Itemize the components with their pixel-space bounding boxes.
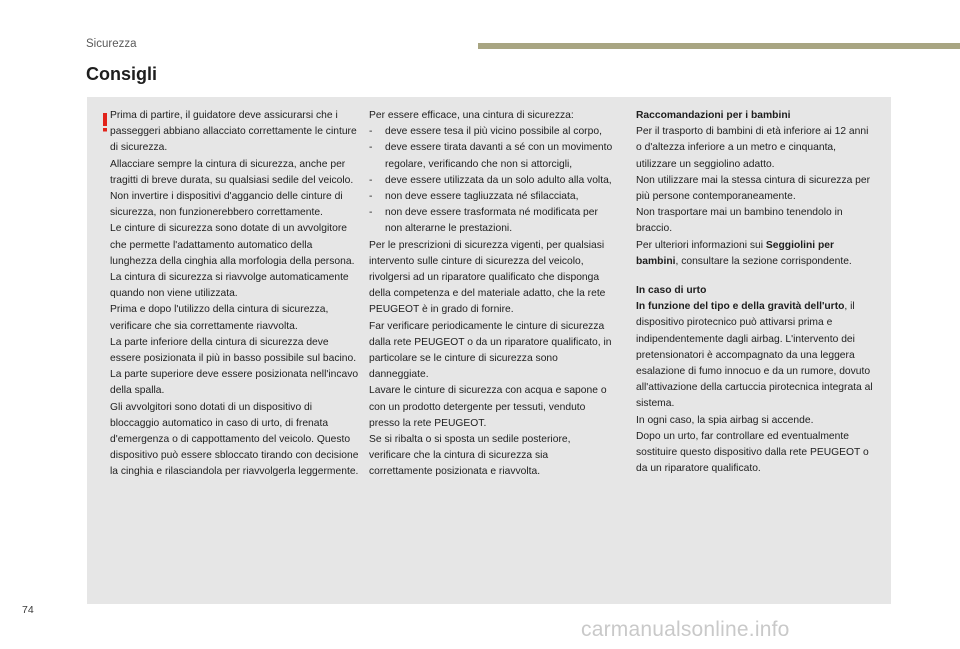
paragraph: Prima di partire, il guidatore deve assicurarsi che i passeggeri abbiano allacciato correttamente le cinture di sicurezza.: [110, 110, 357, 154]
list-item: - deve essere utilizzata da un solo adulto alla volta,: [369, 174, 612, 186]
column-3: [636, 108, 876, 477]
paragraph: Prima e dopo l'utilizzo della cintura di sicurezza, verificare che sia correttamente riavvolta.: [110, 304, 329, 332]
crash-heading: In caso di urto: [636, 285, 707, 297]
header-bar: [478, 43, 960, 49]
paragraph: Per le prescrizioni di sicurezza vigenti, per qualsiasi intervento sulle cinture di sicurezza del veicolo, rivolgersi ad un riparatore qualificato che disponga della competenza e del materiale adatto, che la rete PEUGEOT è in grado di fornire.: [369, 239, 606, 316]
exclamation-icon: [100, 112, 110, 132]
paragraph: Non utilizzare mai la stessa cintura di sicurezza per più persone contemporaneamente.: [636, 174, 871, 203]
content-panel: [87, 97, 891, 604]
paragraph: In ogni caso, la spia airbag si accende.: [636, 414, 814, 426]
paragraph: La parte superiore deve essere posizionata nell'incavo della spalla.: [110, 369, 359, 397]
paragraph: Allacciare sempre la cintura di sicurezza, anche per tragitti di breve durata, su qualsiasi sedile del veicolo.: [110, 158, 354, 186]
paragraph: Se si ribalta o si sposta un sedile posteriore, verificare che la cintura di sicurezza sia correttamente posizionata e riavvolta.: [369, 434, 571, 478]
page-title: Consigli: [86, 64, 157, 84]
paragraph: Per il trasporto di bambini di età inferiore ai 12 anni o d'altezza inferiore a un metro e cinquanta, utilizzare un seggiolino adatto.: [636, 126, 869, 170]
page-number: 74: [22, 604, 34, 616]
cross-reference: Seggiolini per bambini: [636, 239, 834, 267]
paragraph: Non invertire i dispositivi d'aggancio delle cinture di sicurezza, non funzionerebbero correttamente.: [110, 191, 343, 219]
paragraph: Non trasportare mai un bambino tenendolo in braccio.: [636, 207, 843, 235]
section-label: Sicurezza: [86, 38, 137, 50]
paragraph: Le cinture di sicurezza sono dotate di un avvolgitore che permette l'adattamento automatico della lunghezza della cinghia alla morfologia della persona. La cintura di sicurezza si riavvolge automaticamente quando non viene utilizzata.: [110, 223, 355, 300]
list-item: - deve essere tesa il più vicino possibile al corpo,: [369, 126, 602, 138]
column-2: [369, 108, 614, 481]
paragraph: Dopo un urto, far controllare ed eventualmente sostituire questo dispositivo dalla rete PEUGEOT o da un riparatore qualificato.: [636, 430, 869, 475]
watermark: carmanualsonline.info: [581, 618, 790, 641]
list-item: - deve essere tirata davanti a sé con un movimento regolare, verificando che non si attorcigli,: [369, 142, 613, 170]
paragraph: Lavare le cinture di sicurezza con acqua e sapone o con un prodotto detergente per tessuti, venduto presso la rete PEUGEOT.: [369, 385, 607, 429]
kids-heading: Raccomandazioni per i bambini: [636, 110, 791, 121]
paragraph: La parte inferiore della cintura di sicurezza deve essere posizionata il più in basso possibile sul bacino.: [110, 336, 357, 365]
paragraph: Gli avvolgitori sono dotati di un dispositivo di bloccaggio automatico in caso di urto, di frenata d'emergenza o di cappottamento del veicolo. Questo dispositivo può essere sbloccato tirando con decisione la cinghia e rilasciandola per riavvolgerla leggermente.: [110, 401, 359, 478]
list-intro: Per essere efficace, una cintura di sicurezza:: [369, 110, 574, 121]
list-item: - non deve essere tagliuzzata né sfilacciata,: [369, 191, 579, 203]
list-item: - non deve essere trasformata né modificata per non alterarne le prestazioni.: [369, 207, 598, 235]
paragraph: Per ulteriori informazioni sui Seggiolini per bambini, consultare la sezione corrispondente.: [636, 239, 852, 267]
paragraph: Far verificare periodicamente le cinture di sicurezza dalla rete PEUGEOT o da un riparatore qualificato, in particolare se le cinture di sicurezza sono danneggiate.: [369, 320, 612, 381]
column-1: [110, 108, 360, 481]
paragraph: In funzione del tipo e della gravità dell'urto, il dispositivo pirotecnico può attivarsi prima e indipendentemente dagli airbag. L'intervento dei pretensionatori è accompagnato da una leggera esalazione di fumo innocuo e da un rumore, dovuto all'attivazione della cartuccia pirotecnica integrata al sistema.: [636, 301, 873, 410]
